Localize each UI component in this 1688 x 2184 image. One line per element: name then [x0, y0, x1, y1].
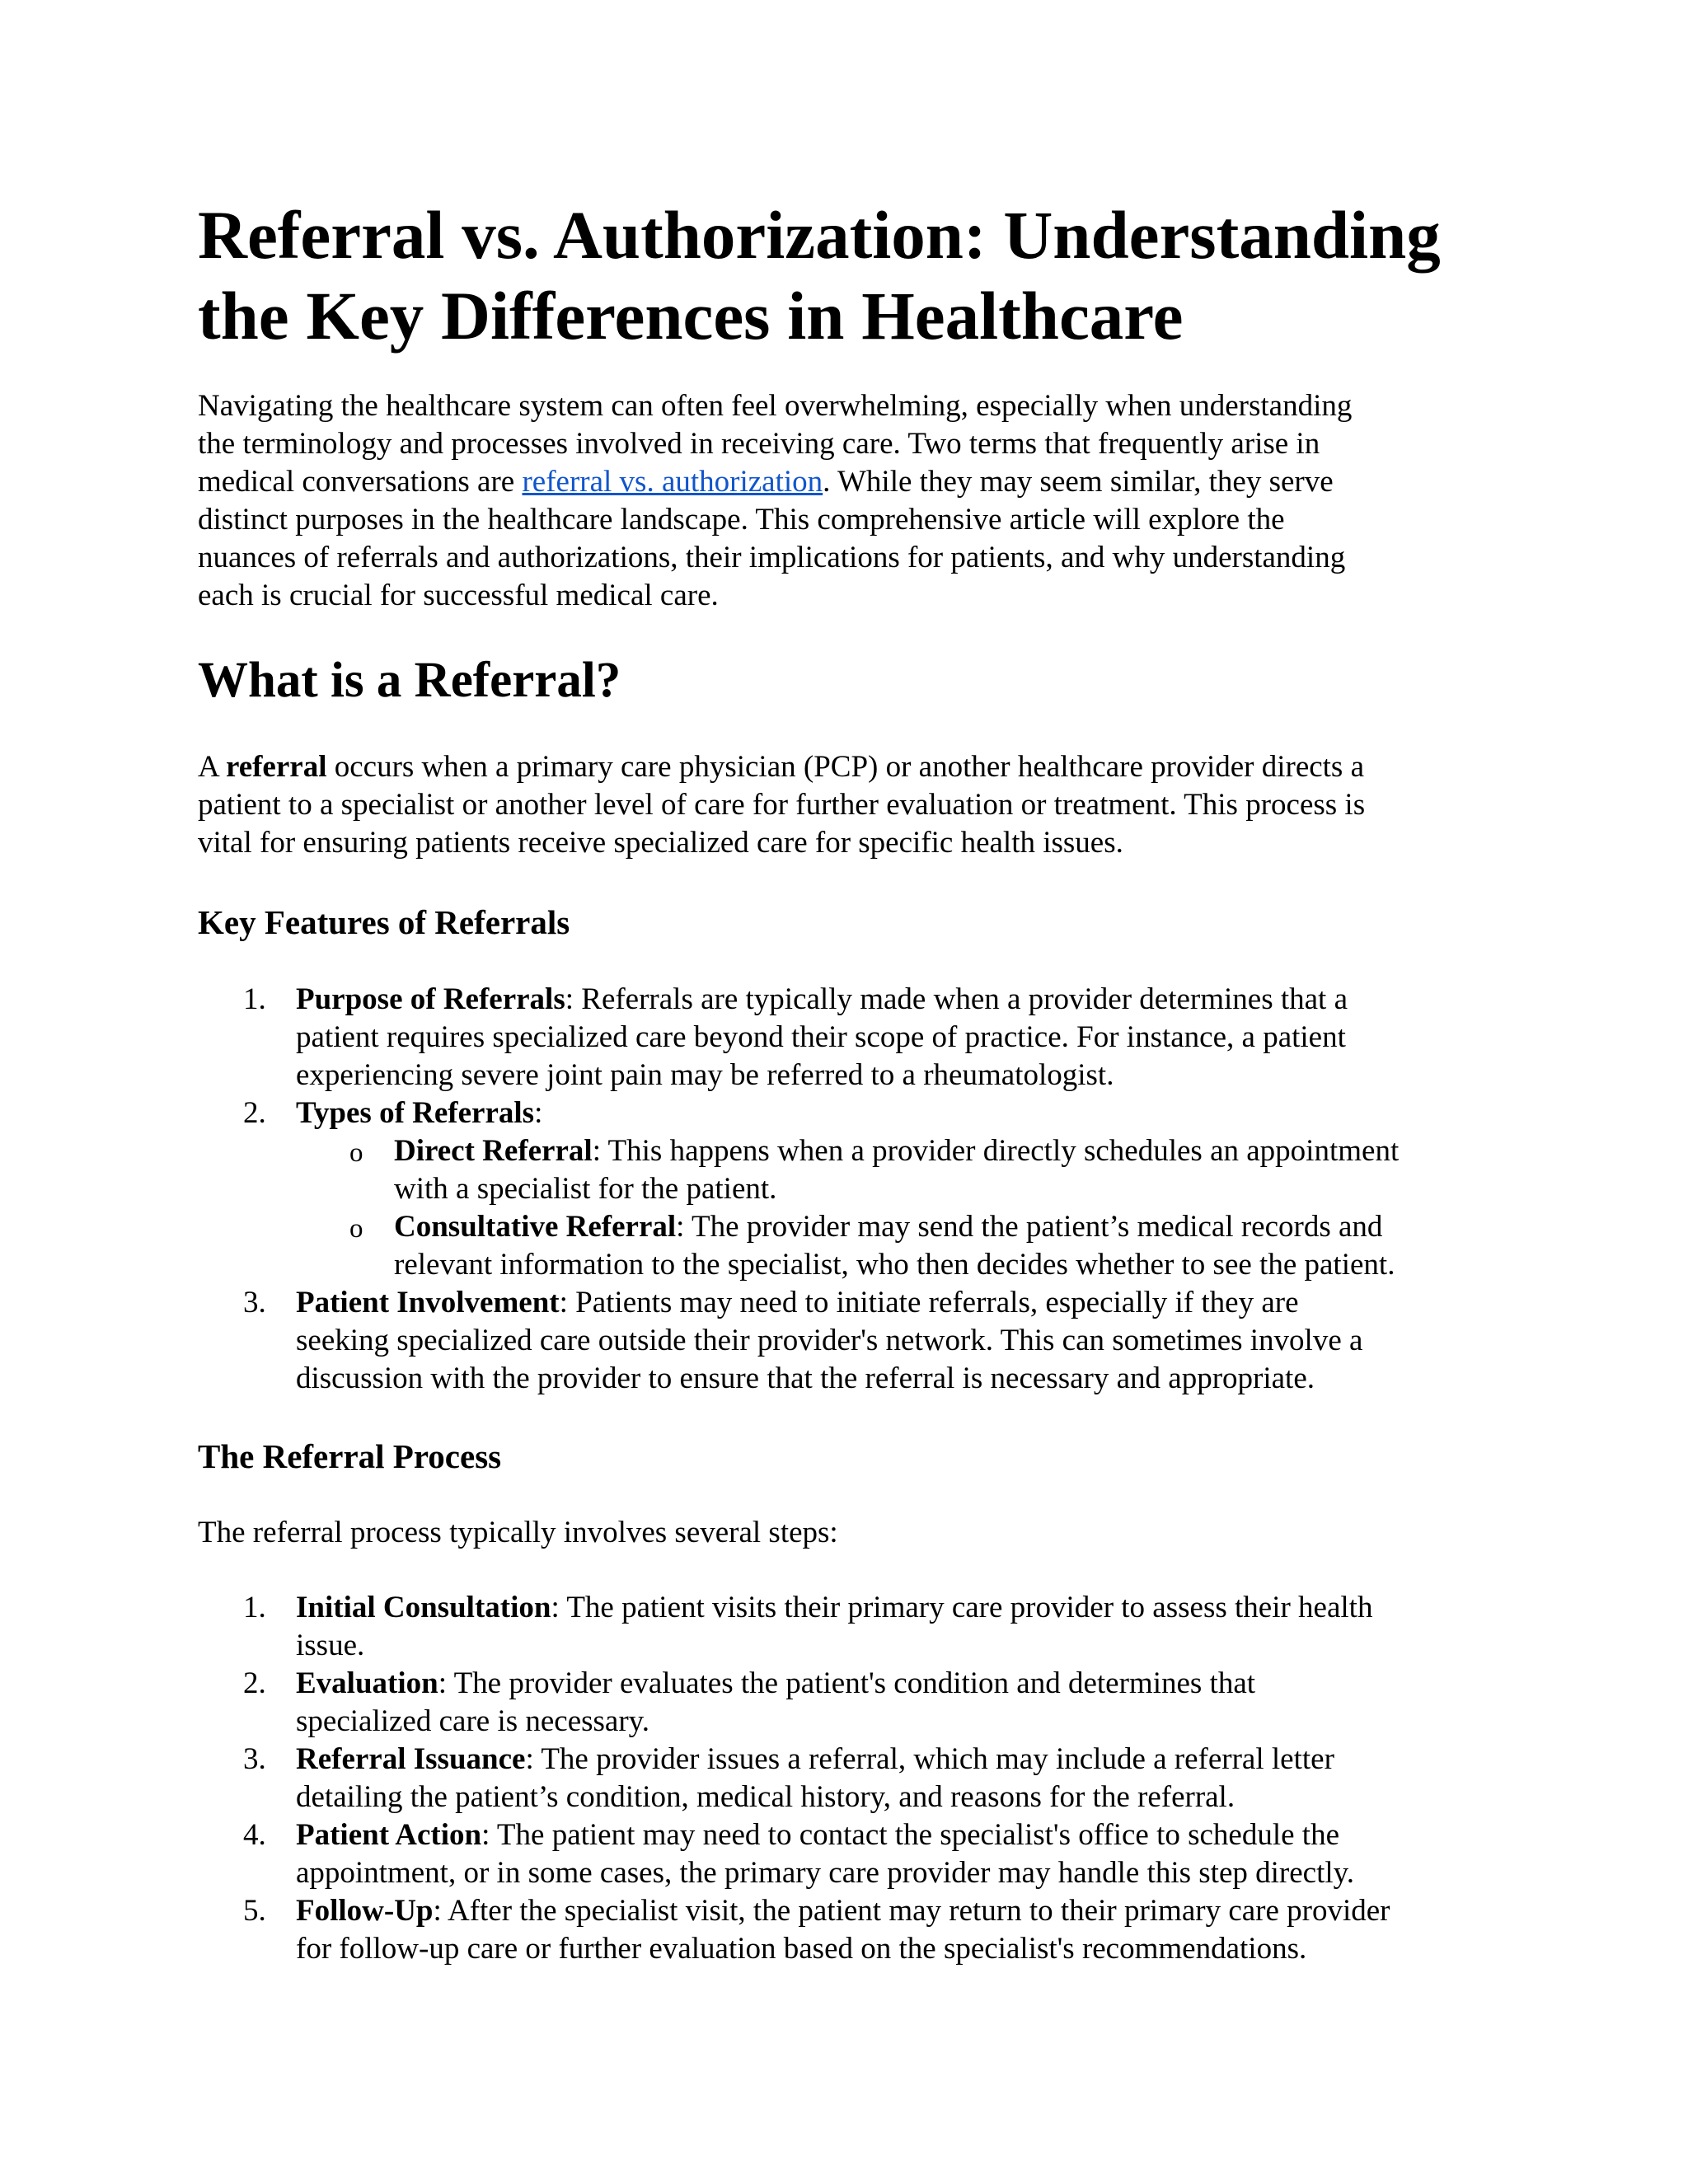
text-line [296, 1284, 1533, 1322]
bold-term: Patient Action [296, 1818, 482, 1852]
text-line [198, 463, 1500, 501]
text-segment: : Patients may need to initiate referrals, especially if they are [559, 1286, 1299, 1319]
bold-term: Consultative Referral [394, 1210, 677, 1244]
text-line: specialized care is necessary. [296, 1704, 650, 1738]
list-number: 3. [243, 1742, 266, 1776]
list-item [198, 1284, 1533, 1398]
text-line: with a specialist for the patient. [394, 1172, 777, 1206]
text-segment: medical conversations are [198, 465, 523, 499]
bold-term: Evaluation [296, 1666, 438, 1700]
page-title [198, 194, 1550, 356]
text-line: detailing the patient’s condition, medical history, and reasons for the referral. [296, 1780, 1236, 1814]
text-line: relevant information to the specialist, who then decides whether to see the patient. [394, 1248, 1395, 1282]
list-number: 2. [243, 1666, 266, 1700]
referral-process-intro [198, 1514, 1500, 1552]
list-item [198, 1816, 1533, 1892]
bold-term: Patient Involvement [296, 1286, 560, 1319]
page-title-line: the Key Differences in Healthcare [198, 278, 1184, 354]
text-segment: : The patient may need to contact the specialist's office to schedule the [481, 1818, 1340, 1852]
text-line [296, 1665, 1533, 1703]
text-line: vital for ensuring patients receive specialized care for specific health issues. [198, 826, 1123, 860]
list-item [198, 981, 1533, 1094]
text-line: appointment, or in some cases, the primary care provider may handle this step directly. [296, 1856, 1354, 1890]
list-item [198, 1094, 1533, 1132]
text-line: patient to a specialist or another level of care for further evaluation or treatment. This process is [198, 788, 1366, 822]
text-line: for follow-up care or further evaluation based on the specialist's recommendations. [296, 1932, 1307, 1966]
text-segment: : The provider may send the patient’s medical records and [676, 1210, 1383, 1244]
page-title-line: Referral vs. Authorization: Understanding [198, 197, 1441, 273]
bold-term: Purpose of Referrals [296, 982, 565, 1016]
text-line: issue. [296, 1629, 365, 1662]
bold-term: Follow-Up [296, 1894, 434, 1928]
sub-list-item [198, 1208, 1533, 1284]
key-features-list [198, 981, 1533, 1398]
text-segment: occurs when a primary care physician (PCP) or another healthcare provider directs a [326, 750, 1365, 784]
text-line: each is crucial for successful medical care. [198, 579, 719, 612]
text-line: patient requires specialized care beyond their scope of practice. For instance, a patient [296, 1020, 1346, 1054]
sub-list-item [198, 1132, 1533, 1208]
text-segment: : After the specialist visit, the patient may return to their primary care provider [433, 1894, 1390, 1928]
bold-term: Types of Referrals [296, 1096, 535, 1130]
text-line [198, 748, 1500, 786]
list-number: 1. [243, 1591, 266, 1624]
list-number: 4. [243, 1818, 266, 1852]
section-heading-what-is-referral: What is a Referral? [198, 653, 621, 708]
text-line [394, 1132, 1533, 1170]
text-line [394, 1208, 1533, 1246]
list-number: 5. [243, 1894, 266, 1928]
text-segment: : This happens when a provider directly schedules an appointment [592, 1134, 1400, 1168]
text-segment: : The provider issues a referral, which may include a referral letter [525, 1742, 1334, 1776]
text-line: nuances of referrals and authorizations, their implications for patients, and why understanding [198, 541, 1346, 574]
referral-vs-authorization-link[interactable]: referral vs. authorization [522, 465, 823, 499]
text-line: Navigating the healthcare system can often feel overwhelming, especially when understanding [198, 389, 1353, 423]
bold-term: Referral Issuance [296, 1742, 526, 1776]
list-number: 2. [243, 1096, 266, 1130]
list-item [198, 1741, 1533, 1816]
text-line [296, 1094, 1533, 1132]
subheading-referral-process: The Referral Process [198, 1437, 502, 1475]
text-line: experiencing severe joint pain may be referred to a rheumatologist. [296, 1058, 1114, 1092]
text-line [296, 1741, 1533, 1779]
list-item [198, 1892, 1533, 1968]
text-line: discussion with the provider to ensure that the referral is necessary and appropriate. [296, 1361, 1315, 1395]
list-item [198, 1589, 1533, 1665]
referral-definition-paragraph [198, 748, 1500, 862]
bold-term: Direct Referral [394, 1134, 593, 1168]
text-segment: A [198, 750, 226, 784]
list-item [198, 1665, 1533, 1741]
bullet-circle-icon: o [349, 1138, 363, 1168]
text-line: distinct purposes in the healthcare landscape. This comprehensive article will explore the [198, 503, 1285, 537]
bold-term: referral [225, 750, 327, 784]
list-number: 3. [243, 1286, 266, 1319]
text-line [296, 1816, 1533, 1854]
text-line [296, 1892, 1533, 1930]
subheading-key-features: Key Features of Referrals [198, 903, 570, 941]
text-segment: : The patient visits their primary care provider to assess their health [551, 1591, 1373, 1624]
text-line: the terminology and processes involved in receiving care. Two terms that frequently arise in [198, 427, 1320, 461]
text-line [296, 981, 1533, 1019]
intro-paragraph [198, 387, 1500, 615]
bold-term: Initial Consultation [296, 1591, 551, 1624]
referral-process-steps-list [198, 1589, 1533, 1968]
text-segment: : The provider evaluates the patient's condition and determines that [438, 1666, 1256, 1700]
text-segment: : [534, 1096, 543, 1130]
text-line: seeking specialized care outside their provider's network. This can sometimes involve a [296, 1324, 1363, 1357]
list-number: 1. [243, 982, 266, 1016]
text-line: The referral process typically involves several steps: [198, 1516, 838, 1549]
bullet-circle-icon: o [349, 1214, 363, 1244]
text-segment: : Referrals are typically made when a provider determines that a [565, 982, 1348, 1016]
text-segment: . While they may seem similar, they serve [823, 465, 1334, 499]
text-line [296, 1589, 1533, 1627]
